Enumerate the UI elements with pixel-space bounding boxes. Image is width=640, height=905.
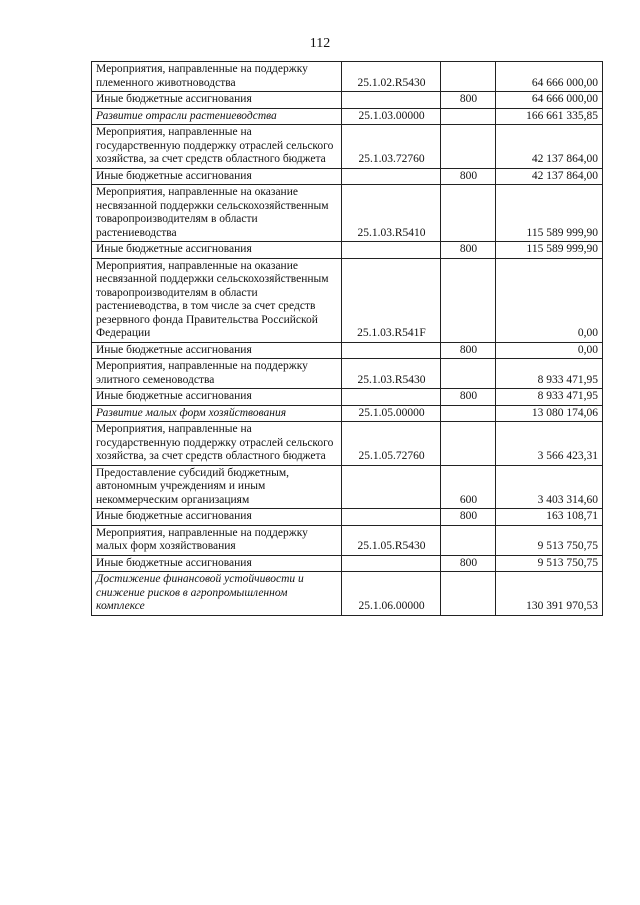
row-amount: 8 933 471,95 bbox=[496, 359, 603, 389]
row-name: Мероприятия, направленные на государственную поддержку отраслей сельского хозяйства, за счет средств областного бюджета bbox=[92, 422, 342, 466]
table-row bbox=[92, 525, 603, 555]
row-expense-type bbox=[441, 258, 496, 342]
table-row bbox=[92, 258, 603, 342]
row-name: Мероприятия, направленные на поддержку племенного животноводства bbox=[92, 62, 342, 92]
row-code: 25.1.06.00000 bbox=[342, 572, 441, 616]
table-row bbox=[92, 555, 603, 572]
row-name: Иные бюджетные ассигнования bbox=[92, 242, 342, 259]
row-code bbox=[342, 342, 441, 359]
row-amount: 42 137 864,00 bbox=[496, 125, 603, 169]
budget-table-body bbox=[92, 62, 603, 616]
row-name: Иные бюджетные ассигнования bbox=[92, 509, 342, 526]
table-row bbox=[92, 185, 603, 242]
row-code: 25.1.05.72760 bbox=[342, 422, 441, 466]
row-amount: 166 661 335,85 bbox=[496, 108, 603, 125]
table-row bbox=[92, 405, 603, 422]
row-name: Достижение финансовой устойчивости и снижение рисков в агропромышленном комплексе bbox=[92, 572, 342, 616]
row-amount: 163 108,71 bbox=[496, 509, 603, 526]
row-amount: 3 566 423,31 bbox=[496, 422, 603, 466]
row-amount: 130 391 970,53 bbox=[496, 572, 603, 616]
row-amount: 115 589 999,90 bbox=[496, 185, 603, 242]
row-name: Иные бюджетные ассигнования bbox=[92, 389, 342, 406]
row-amount: 0,00 bbox=[496, 258, 603, 342]
row-expense-type bbox=[441, 405, 496, 422]
row-code: 25.1.02.R5430 bbox=[342, 62, 441, 92]
row-code bbox=[342, 389, 441, 406]
row-code: 25.1.05.00000 bbox=[342, 405, 441, 422]
row-code bbox=[342, 465, 441, 509]
row-expense-type bbox=[441, 108, 496, 125]
table-row bbox=[92, 422, 603, 466]
row-expense-type bbox=[441, 125, 496, 169]
table-row bbox=[92, 389, 603, 406]
row-code bbox=[342, 92, 441, 109]
row-amount: 64 666 000,00 bbox=[496, 62, 603, 92]
row-expense-type bbox=[441, 185, 496, 242]
row-code bbox=[342, 509, 441, 526]
page-number: 112 bbox=[309, 36, 331, 51]
row-expense-type: 800 bbox=[441, 168, 496, 185]
row-code: 25.1.05.R5430 bbox=[342, 525, 441, 555]
row-expense-type bbox=[441, 359, 496, 389]
table-row bbox=[92, 168, 603, 185]
table-row bbox=[92, 242, 603, 259]
row-expense-type bbox=[441, 422, 496, 466]
table-row bbox=[92, 92, 603, 109]
table-row bbox=[92, 62, 603, 92]
row-code: 25.1.03.R5430 bbox=[342, 359, 441, 389]
row-name: Предоставление субсидий бюджетным, автономным учреждениям и иным некоммерческим организациям bbox=[92, 465, 342, 509]
table-row bbox=[92, 509, 603, 526]
table-row bbox=[92, 342, 603, 359]
row-name: Развитие малых форм хозяйствования bbox=[92, 405, 342, 422]
row-expense-type bbox=[441, 62, 496, 92]
row-name: Мероприятия, направленные на поддержку элитного семеноводства bbox=[92, 359, 342, 389]
row-code: 25.1.03.R541F bbox=[342, 258, 441, 342]
row-name: Иные бюджетные ассигнования bbox=[92, 168, 342, 185]
table-row bbox=[92, 359, 603, 389]
row-expense-type: 800 bbox=[441, 389, 496, 406]
row-code bbox=[342, 242, 441, 259]
row-code: 25.1.03.R5410 bbox=[342, 185, 441, 242]
row-expense-type: 800 bbox=[441, 555, 496, 572]
table-row bbox=[92, 465, 603, 509]
row-expense-type: 800 bbox=[441, 509, 496, 526]
row-expense-type bbox=[441, 572, 496, 616]
table-row bbox=[92, 572, 603, 616]
row-amount: 9 513 750,75 bbox=[496, 525, 603, 555]
table-row bbox=[92, 125, 603, 169]
row-code: 25.1.03.72760 bbox=[342, 125, 441, 169]
row-name: Иные бюджетные ассигнования bbox=[92, 555, 342, 572]
row-name: Мероприятия, направленные на государственную поддержку отраслей сельского хозяйства, за счет средств областного бюджета bbox=[92, 125, 342, 169]
row-amount: 3 403 314,60 bbox=[496, 465, 603, 509]
row-amount: 0,00 bbox=[496, 342, 603, 359]
row-amount: 115 589 999,90 bbox=[496, 242, 603, 259]
row-name: Развитие отрасли растениеводства bbox=[92, 108, 342, 125]
row-name: Мероприятия, направленные на оказание несвязанной поддержки сельскохозяйственным товаропроизводителям в области растениеводства bbox=[92, 185, 342, 242]
row-amount: 64 666 000,00 bbox=[496, 92, 603, 109]
row-expense-type: 800 bbox=[441, 242, 496, 259]
row-expense-type: 800 bbox=[441, 342, 496, 359]
row-amount: 42 137 864,00 bbox=[496, 168, 603, 185]
table-row bbox=[92, 108, 603, 125]
row-name: Иные бюджетные ассигнования bbox=[92, 92, 342, 109]
row-name: Иные бюджетные ассигнования bbox=[92, 342, 342, 359]
row-code bbox=[342, 168, 441, 185]
row-name: Мероприятия, направленные на оказание несвязанной поддержки сельскохозяйственным товаропроизводителям в области растениеводства, в том числе за счет средств резервного фонда Правительства Российской Федерации bbox=[92, 258, 342, 342]
row-code bbox=[342, 555, 441, 572]
row-expense-type: 600 bbox=[441, 465, 496, 509]
row-amount: 13 080 174,06 bbox=[496, 405, 603, 422]
row-expense-type: 800 bbox=[441, 92, 496, 109]
row-name: Мероприятия, направленные на поддержку малых форм хозяйствования bbox=[92, 525, 342, 555]
row-expense-type bbox=[441, 525, 496, 555]
row-amount: 9 513 750,75 bbox=[496, 555, 603, 572]
budget-table bbox=[91, 61, 603, 616]
row-amount: 8 933 471,95 bbox=[496, 389, 603, 406]
row-code: 25.1.03.00000 bbox=[342, 108, 441, 125]
